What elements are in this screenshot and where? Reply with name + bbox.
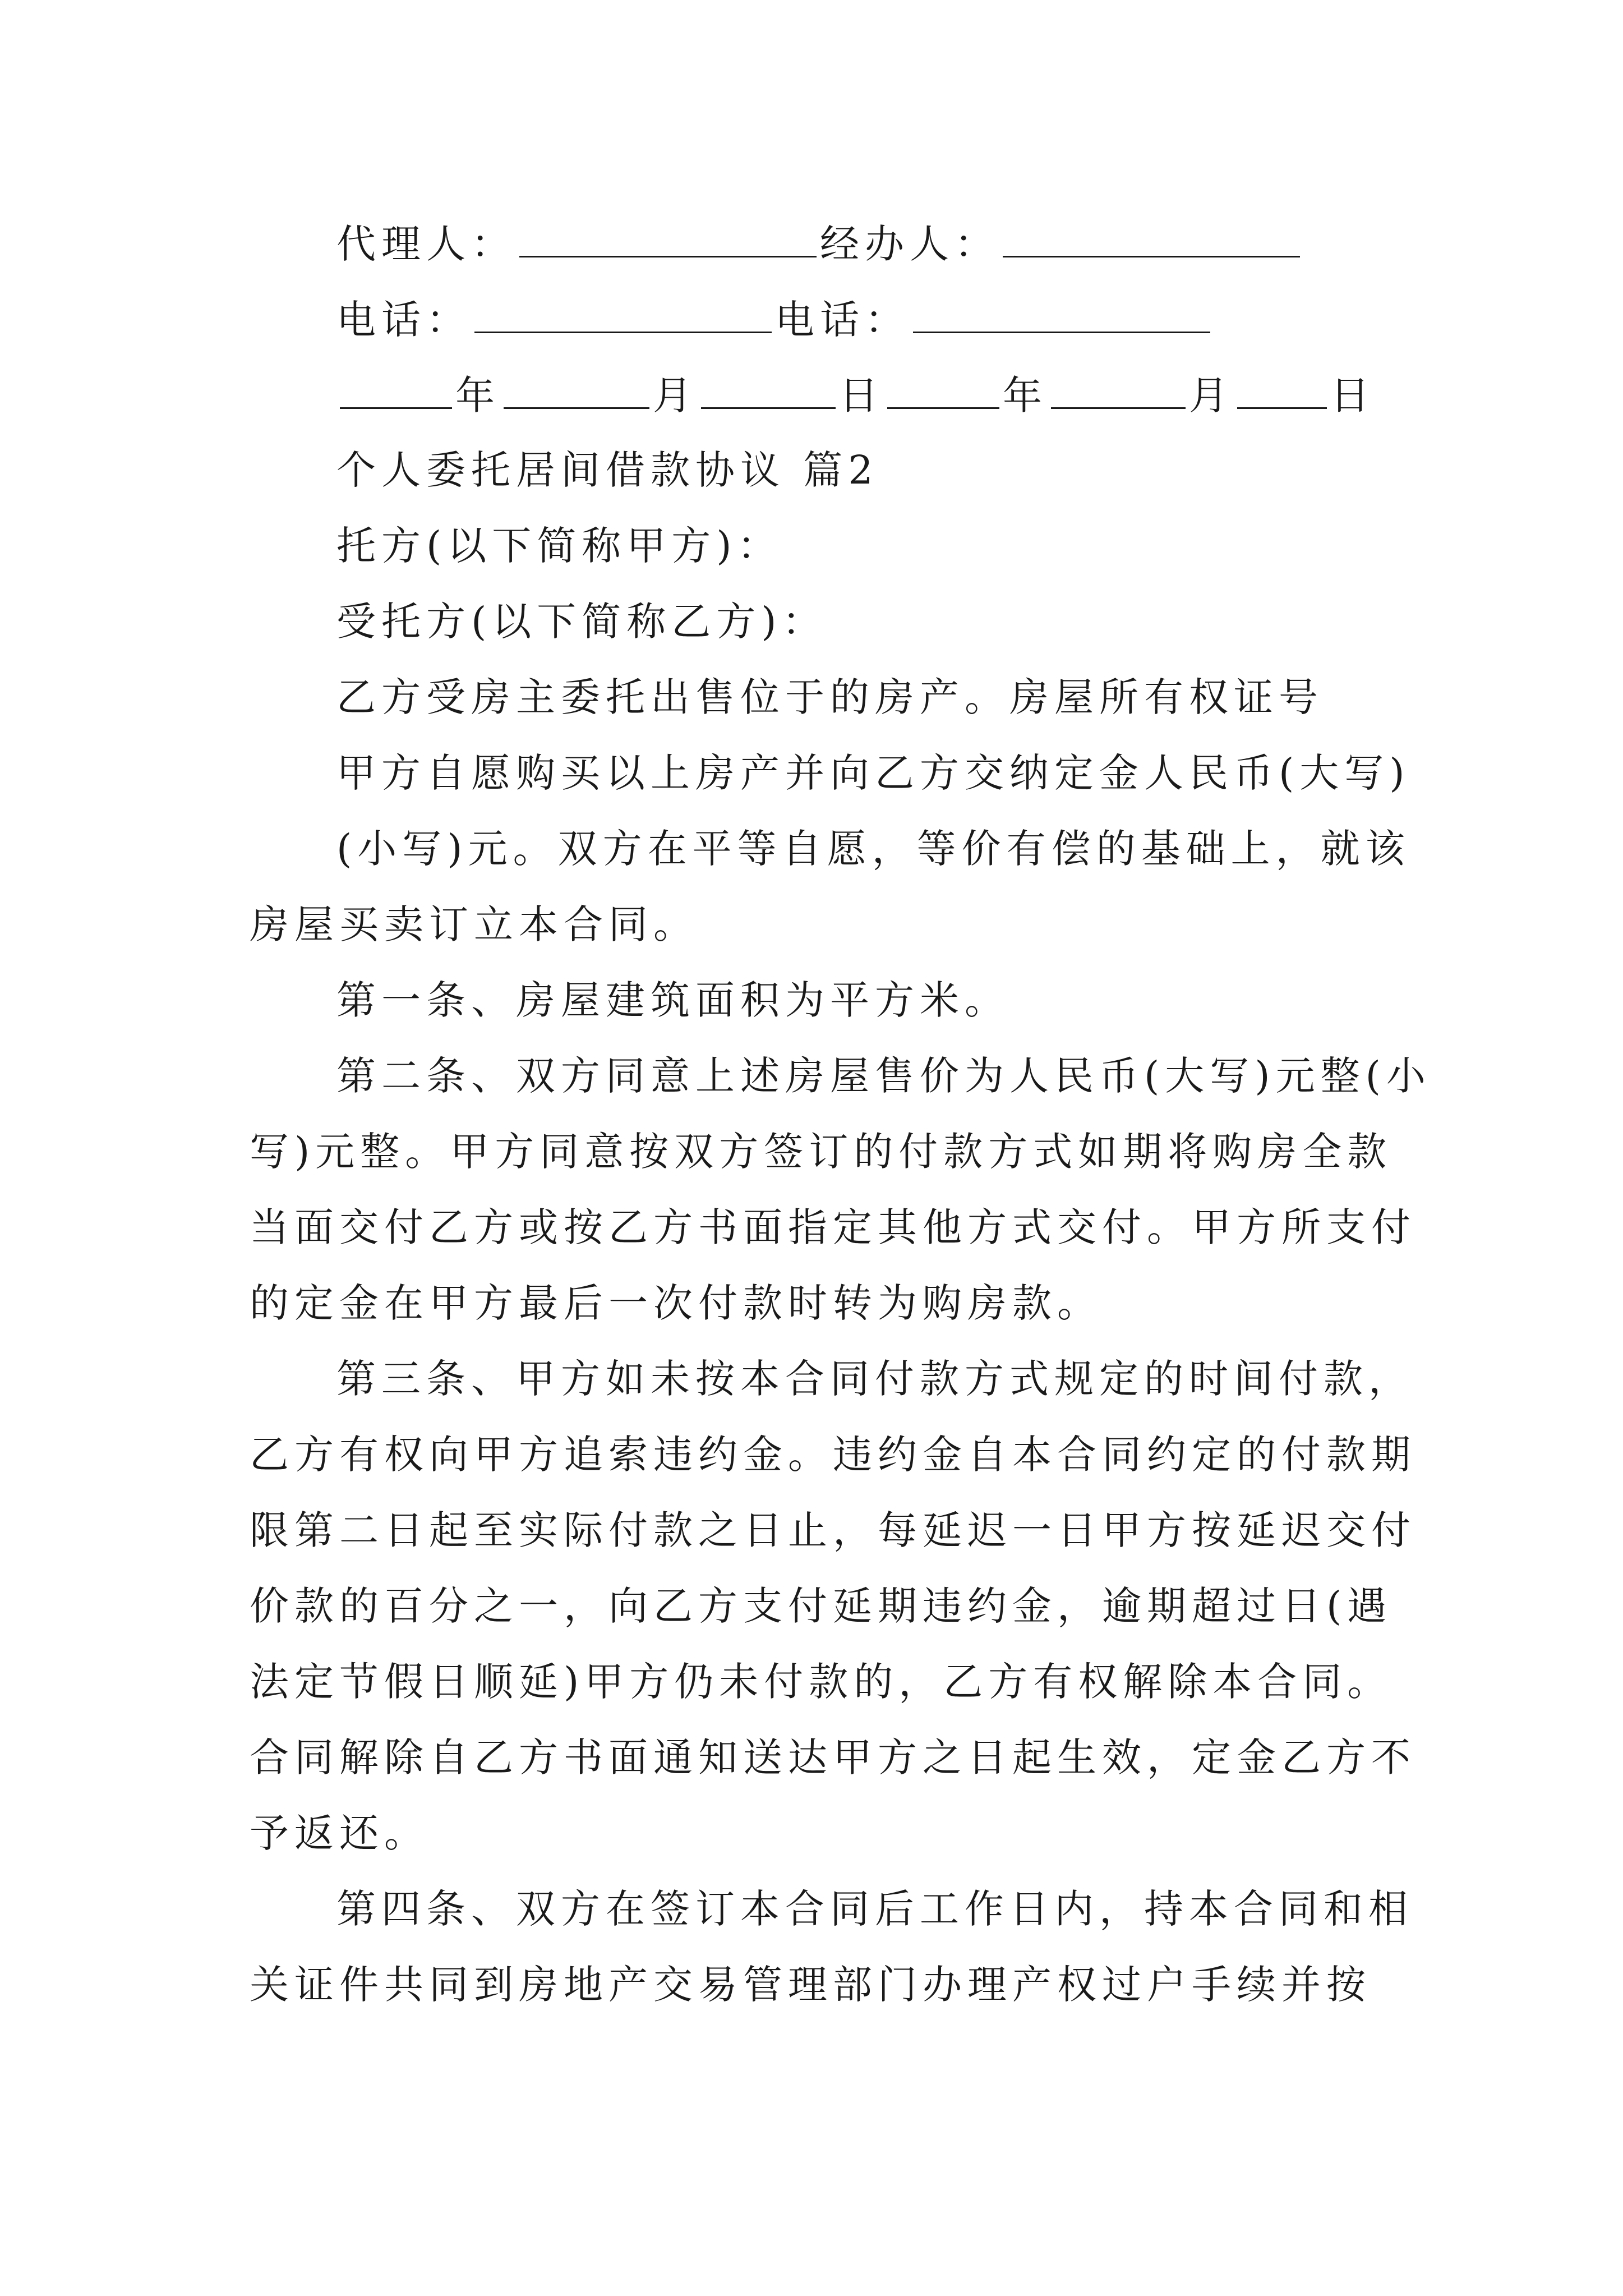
section-title: 个人委托居间借款协议 篇2	[336, 447, 879, 493]
day-blank-1	[701, 375, 836, 409]
text-line: 房屋买卖订立本合同。	[250, 901, 698, 947]
text-line: 限第二日起至实际付款之日止，每延迟一日甲方按延迟交付	[250, 1507, 1416, 1553]
text-line: 甲方自愿购买以上房产并向乙方交纳定金人民币(大写)	[336, 750, 1410, 796]
year-label-1: 年	[455, 372, 500, 418]
phone-blank-2	[913, 299, 1210, 333]
date-line	[336, 372, 1375, 418]
article-2: 第二条、双方同意上述房屋售价为人民币(大写)元整(小	[336, 1053, 1431, 1099]
phone-blank-1	[474, 299, 772, 333]
day-label-1: 日	[839, 372, 884, 418]
year-label-2: 年	[1003, 372, 1048, 418]
phone-label-2: 电话：	[775, 297, 910, 343]
text-line: 当面交付乙方或按乙方书面指定其他方式交付。甲方所支付	[250, 1204, 1416, 1250]
agent-handler-line	[336, 221, 1303, 267]
day-label-2: 日	[1330, 372, 1375, 418]
text-line: 法定节假日顺延)甲方仍未付款的，乙方有权解除本合同。	[250, 1659, 1393, 1705]
text-line: 的定金在甲方最后一次付款时转为购房款。	[250, 1280, 1102, 1326]
year-blank-1	[340, 375, 452, 409]
month-label-2: 月	[1189, 372, 1234, 418]
month-label-1: 月	[653, 372, 698, 418]
text-line: 关证件共同到房地产交易管理部门办理产权过户手续并按	[250, 1962, 1371, 2008]
day-blank-2	[1237, 375, 1327, 409]
agent-blank	[519, 223, 817, 257]
article-4: 第四条、双方在签订本合同后工作日内，持本合同和相	[336, 1886, 1413, 1932]
month-blank-1	[504, 375, 649, 409]
party-a-line: 托方(以下简称甲方)：	[336, 523, 782, 569]
phone-line	[336, 297, 1214, 343]
text-line: 合同解除自乙方书面通知送达甲方之日起生效，定金乙方不	[250, 1734, 1416, 1780]
month-blank-2	[1051, 375, 1186, 409]
text-line: 予返还。	[250, 1810, 429, 1856]
handler-blank	[1003, 223, 1300, 257]
article-1: 第一条、房屋建筑面积为平方米。	[336, 977, 1009, 1023]
text-line: 写)元整。甲方同意按双方签订的付款方式如期将购房全款	[250, 1129, 1393, 1175]
text-line: 乙方受房主委托出售位于的房产。房屋所有权证号	[336, 674, 1324, 720]
text-line: (小写)元。双方在平等自愿，等价有偿的基础上，就该	[336, 826, 1410, 872]
party-b-line: 受托方(以下简称乙方)：	[336, 599, 827, 645]
text-line: 价款的百分之一，向乙方支付延期违约金，逾期超过日(遇	[250, 1583, 1393, 1629]
handler-label: 经办人：	[820, 221, 999, 267]
year-blank-2	[887, 375, 999, 409]
agent-label: 代理人：	[336, 221, 516, 267]
article-3: 第三条、甲方如未按本合同付款方式规定的时间付款，	[336, 1356, 1413, 1402]
text-line: 乙方有权向甲方追索违约金。违约金自本合同约定的付款期	[250, 1432, 1416, 1478]
phone-label-1: 电话：	[336, 297, 471, 343]
